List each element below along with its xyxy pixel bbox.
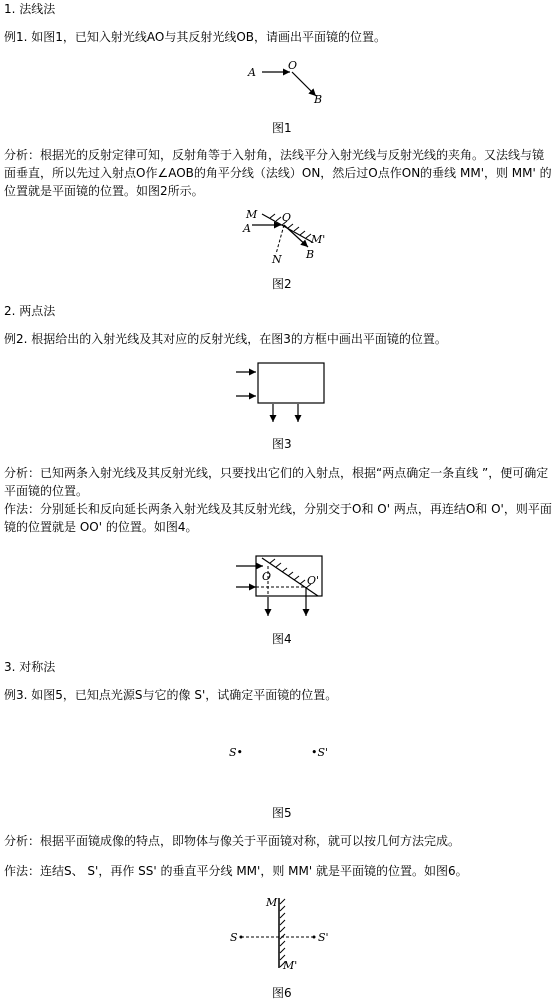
example-1-analysis: 分析：根据光的反射定律可知，反射角等于入射角，法线平分入射光线与反射光线的夹角。又法线与镜面垂直，所以先过入射点O作∠AOB的角平分线（法线）ON，然后过O点作ON的垂线 MM'，则 MM' 的位置就是平面镜的位置。如图2所示。 [4,148,552,198]
fig6-label-s: S [230,931,238,944]
fig4-label-o: O [262,570,272,583]
fig4-label-o-prime: O' [307,574,320,587]
fig2-label-o: O [282,211,292,224]
fig2-label-m-prime: M' [311,233,326,246]
fig6-label-m-prime: M' [283,959,298,972]
fig6-label-m: M [266,896,278,909]
figure-5-caption: 图5 [272,806,292,820]
figure-3-caption: 图3 [272,437,292,451]
section-heading-2: 2. 两点法 [4,304,56,318]
fig1-label-b: B [314,93,323,106]
example-2-method: 作法：分别延长和反向延长两条入射光线及其反射光线，分别交于O和 O' 两点，再连结O和 O'，则平面镜的位置就是 OO' 的位置。如图4。 [4,502,552,534]
example-3-method: 作法：连结S、 S'，再作 SS' 的垂直平分线 MM'，则 MM' 就是平面镜的位置。如图6。 [4,864,468,878]
fig5-label-s-prime: •S' [311,746,329,759]
fig6-label-s-prime: S' [318,931,329,944]
fig1-label-a: A [248,66,256,79]
example-3-text: 例3. 如图5，已知点光源S与它的像 S'，试确定平面镜的位置。 [4,688,338,702]
fig6-point-s [240,936,243,939]
section-heading-1: 1. 法线法 [4,2,56,16]
example-3-analysis: 分析：根据平面镜成像的特点，即物体与像关于平面镜对称，就可以按几何方法完成。 [4,834,461,848]
fig2-label-m: M [246,208,258,221]
example-2-analysis: 分析：已知两条入射光线及其反射光线，只要找出它们的入射点，根据“两点确定一条直线 ”，便可确定平面镜的位置。 [4,466,549,498]
fig6-point-s-prime [313,936,316,939]
fig2-label-a: A [243,222,251,235]
fig2-label-b: B [306,248,315,261]
figure-6-caption: 图6 [272,986,292,1000]
fig6-mirror-hatching [280,899,285,967]
example-2-text: 例2. 根据给出的入射光线及其对应的反射光线，在图3的方框中画出平面镜的位置。 [4,332,447,346]
figure-1-caption: 图1 [272,121,292,135]
figure-2-caption: 图2 [272,277,292,291]
fig2-label-n: N [272,253,282,266]
fig5-label-s: S• [229,746,244,759]
fig1-label-o: O [288,59,298,72]
example-1-text: 例1. 如图1，已知入射光线AO与其反射光线OB，请画出平面镜的位置。 [4,30,387,44]
section-heading-3: 3. 对称法 [4,660,56,674]
figure-4-caption: 图4 [272,632,292,646]
